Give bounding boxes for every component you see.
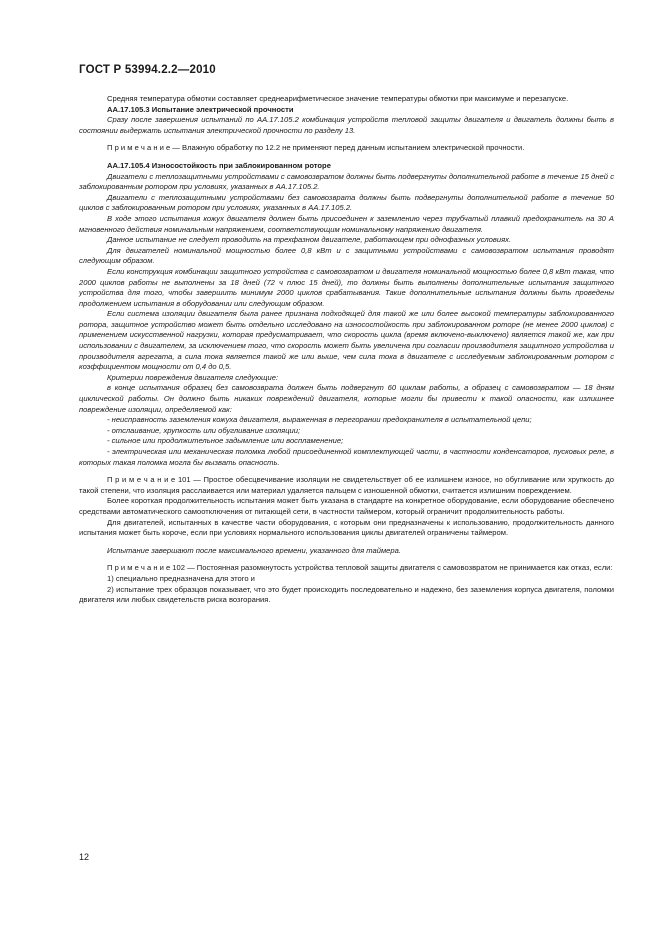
list-item: - отслаивание, хрупкость или обугливание изоляции;: [107, 425, 301, 435]
paragraph: Критерии повреждения двигателя следующие:: [107, 372, 279, 382]
list-item: 1) специально предназначена для этого и: [107, 573, 255, 583]
paragraph: Средняя температура обмотки составляет среднеарифметическое значение температуры обмотки при максимуме и перезапуске.: [107, 94, 569, 103]
paragraph: Сразу после завершения испытаний по АА.17.105.2 комбинация устройств тепловой защиты двигателя и двигатель должны быть в состоянии выдержать испытания электрической прочности по разделу 13.: [79, 115, 614, 135]
list-item: 2) испытание трех образцов показывает, что это будет происходить последовательно и надежно, без заземления корпуса двигателя, поломки двигателя или любых свидетельств риска возгорания.: [79, 584, 614, 605]
paragraph: Если система изоляции двигателя была ранее признана подходящей для такой же или более высокой температуры заблокированного ротора, защитное устройство может быть отдельно исследовано на износостойкость при заблокированном роторе (не менее 2000 циклов) с применением искусственной нагрузки, которая предусматривает, что скорость цикла (время включено-выключено) является такой же, как при использовании с двигателем, за исключением того, что скорость может быть увеличена при согласии производителя защитного устройства и производителя агрегата, а сила тока является такой же или выше, чем сила тока в двигателе с исследуемым заблокированным ротором с коэффициентом мощности от 0,4 до 0,5.: [79, 309, 614, 372]
page-header: ГОСТ Р 53994.2.2—2010: [79, 64, 216, 76]
note: П р и м е ч а н и е 102 — Постоянная разомкнутость устройства тепловой защиты двигателя с самовозвратом не принимается как отказ, если:: [107, 563, 613, 573]
list-item: - неисправность заземления кожуха двигателя, выраженная в перегорании предохранителя в испытательной цепи;: [107, 415, 532, 425]
paragraph: Испытание завершают после максимального времени, указанного для таймера.: [107, 545, 401, 555]
paragraph: Для двигателей номинальной мощностью более 0,8 кВт и с защитными устройствами с самовозвратом испытания проводят следующим образом.: [79, 245, 614, 266]
note: П р и м е ч а н и е — Влажную обработку по 12.2 не применяют перед данным испытанием электрической прочности.: [107, 143, 525, 153]
note: П р и м е ч а н и е 101 — Простое обесцвечивание изоляции не свидетельствует об ее излишнем износе, но обугливание или хрупкость до такой степени, что изоляция расслаивается или материал удаляется пальцем с изношенной обмотки, считается излишним повреждением.: [79, 475, 614, 495]
list-item: - сильное или продолжительное задымление или воспламенение;: [107, 436, 344, 446]
document-body: [79, 94, 614, 606]
page-number: 12: [79, 852, 90, 862]
paragraph: Более короткая продолжительность испытания может быть указана в стандарте на конкретное оборудование, если оборудование обеспечено средствами автоматического самоотключения от питающей сети, в частности таймером, который ограничит продолжительность работы.: [79, 496, 614, 516]
section-heading: АА.17.105.3 Испытание электрической прочности: [107, 104, 294, 114]
paragraph: Двигатели с теплозащитными устройствами с самовозвратом должны быть подвергнуты дополнительной работе в течение 15 дней с заблокированным ротором при условиях, указанных в АА.17.105.2.: [79, 171, 614, 192]
paragraph: В ходе этого испытания кожух двигателя должен быть присоединен к заземлению через трубчатый плавкий предохранитель на 30 А мгновенного действия номинальным напряжением, соответствующим номинальному напряжению двигателя.: [79, 213, 614, 234]
paragraph: Если конструкция комбинации защитного устройства с самовозвратом и двигателя номинальной мощностью более 0,8 кВт такая, что 2000 циклов работы не выполнены за 18 дней (72 ч плюс 15 дней), то должны быть выполнены дополнительные испытания защитного устройства для того, чтобы завершить минимум 2000 циклов срабатывания. Такие дополнительные испытания должны быть проведены продолжением испытания в оборудовании или следующим образом.: [79, 266, 614, 308]
section-heading: АА.17.105.4 Износостойкость при заблокированном роторе: [107, 160, 331, 170]
paragraph: Для двигателей, испытанных в качестве части оборудования, с которым они предназначены к использованию, продолжительность данного испытания может быть короче, если при условиях нормального использования циклы двигателей ограничены таймером.: [79, 517, 614, 538]
paragraph: в конце испытания образец без самовозврата должен быть подвергнут 60 циклам работы, а образец с самовозвратом — 18 дням циклической работы. Он должно быть никаких повреждений двигателя, которые могли бы привести к такой опасности, как излишнее повреждение изоляции, определяемой как:: [79, 383, 614, 414]
paragraph: Двигатели с теплозащитными устройствами без самовозврата должны быть подвергнуты дополнительной работе в течение 50 циклов с заблокированным ротором при условиях, указанных в АА.17.105.2.: [79, 192, 614, 213]
paragraph: Данное испытание не следует проводить на трехфазном двигателе, работающем при однофазных условиях.: [107, 235, 512, 245]
list-item: - электрическая или механическая поломка любой присоединенной комплектующей части, в частности конденсаторов, пусковых реле, в которых такая поломка могла бы вызвать опасность.: [79, 447, 614, 467]
